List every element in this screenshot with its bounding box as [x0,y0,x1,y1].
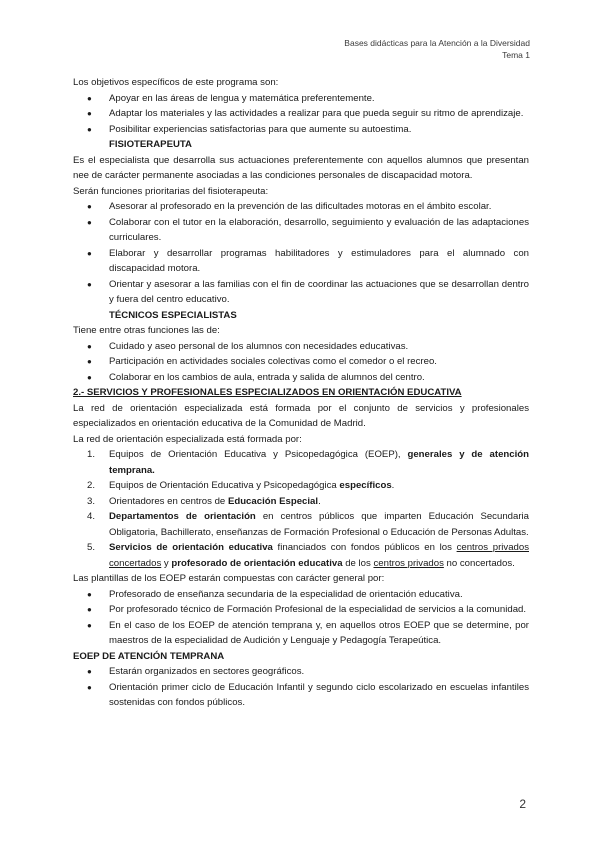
plantillas-intro: Las plantillas de los EOEP estarán compuestas con carácter general por: [73,573,385,584]
list-item: ● En el caso de los EOEP de atención temprana y, en aquellos otros EOEP que se determine, por maestros de la especialidad de Audición y Lenguaje y Pedagogía Terapeútica. [73,618,529,649]
section-2-paragraph-1: La red de orientación especializada está formada por el conjunto de servicios y profesionales especializados en orientación educativa de la Comunidad de Madrid. [73,402,529,429]
list-item: ● Profesorado de enseñanza secundaria de la especialidad de orientación educativa. [73,587,529,603]
list-item: ● Cuidado y aseo personal de los alumnos con necesidades educativas. [73,339,529,355]
section-2-heading: 2.- SERVICIOS Y PROFESIONALES ESPECIALIZADOS EN ORIENTACIÓN EDUCATIVA [73,387,462,398]
fisio-functions-list [73,199,529,308]
list-item: 5. Servicios de orientación educativa financiados con fondos públicos en los centros privados concertados y profesorado de orientación educativa de los centros privados no concertados. [87,542,529,569]
list-item: ● Asesorar al profesorado en la prevención de las dificultades motoras en el ámbito escolar. [73,199,529,215]
tecnicos-intro: Tiene entre otras funciones las de: [73,325,220,336]
list-item: ● Orientación primer ciclo de Educación Infantil y segundo ciclo escolarizado en escuelas infantiles sostenidas con fondos públicos. [73,680,529,711]
tecnicos-heading: TÉCNICOS ESPECIALISTAS [109,309,237,321]
list-number: 3. [87,495,96,507]
list-number: 2. [87,480,96,491]
header-topic: Tema 1 [502,50,530,60]
services-list [73,447,529,571]
objectives-intro: Los objetivos específicos de este programa son: [73,77,279,88]
page-header [344,37,530,61]
list-number: 5. [87,542,96,553]
list-number: 4. [87,511,96,522]
list-item: ● Estarán organizados en sectores geográficos. [73,664,529,680]
list-item: ● Adaptar los materiales y las actividades a realizar para que pueda seguir su ritmo de aprendizaje. [73,106,529,122]
list-item: ● Colaborar con el tutor en la elaboración, desarrollo, seguimiento y evaluación de las adaptaciones curriculares. [73,215,529,246]
plantillas-list [73,587,529,649]
fisio-heading: FISIOTERAPEUTA [109,139,192,150]
tecnicos-functions-list [73,339,529,386]
list-item: ● Posibilitar experiencias satisfactorias para que aumente su autoestima. [73,122,529,138]
document-body [73,75,529,711]
fisio-description: Es el especialista que desarrolla sus actuaciones preferentemente con aquellos alumnos que presentan nee de carácter permanente asociadas a las condiciones personales de discapacidad motora. [73,154,529,181]
list-item: ● Por profesorado técnico de Formación Profesional de la especialidad de servicios a la comunidad. [73,602,529,618]
header-title: Bases didácticas para la Atención a la Diversidad [344,38,530,48]
list-item: 4. Departamentos de orientación en centros públicos que imparten Educación Secundaria Obligatoria, Bachillerato, enseñanzas de Formación Profesional o Educación de Personas Adultas. [87,511,529,538]
list-item: ● Orientar y asesorar a las familias con el fin de coordinar las actuaciones que se desarrollan dentro y fuera del centro educativo. [73,277,529,308]
list-item: 3. Orientadores en centros de Educación Especial. [73,494,529,510]
list-item: 1. Equipos de Orientación Educativa y Psicopedagógica (EOEP), generales y de atención temprana. [87,449,529,476]
eoep-list [73,664,529,711]
list-item: ● Apoyar en las áreas de lengua y matemática preferentemente. [73,91,529,107]
list-item: ● Colaborar en los cambios de aula, entrada y salida de alumnos del centro. [73,370,529,386]
list-item: 2. Equipos de Orientación Educativa y Psicopedagógica específicos. [73,478,529,494]
section-2-paragraph-2: La red de orientación especializada está formada por: [73,433,302,445]
fisio-functions-intro: Serán funciones prioritarias del fisioterapeuta: [73,185,269,197]
list-item: ● Elaborar y desarrollar programas habilitadores y estimuladores para el alumnado con discapacidad motora. [73,246,529,277]
list-item: ● Participación en actividades sociales colectivas como el comedor o el recreo. [73,354,529,370]
page-number: 2 [519,797,526,811]
objectives-list [73,91,529,138]
list-number: 1. [87,449,96,460]
eoep-heading: EOEP DE ATENCIÓN TEMPRANA [73,650,225,662]
